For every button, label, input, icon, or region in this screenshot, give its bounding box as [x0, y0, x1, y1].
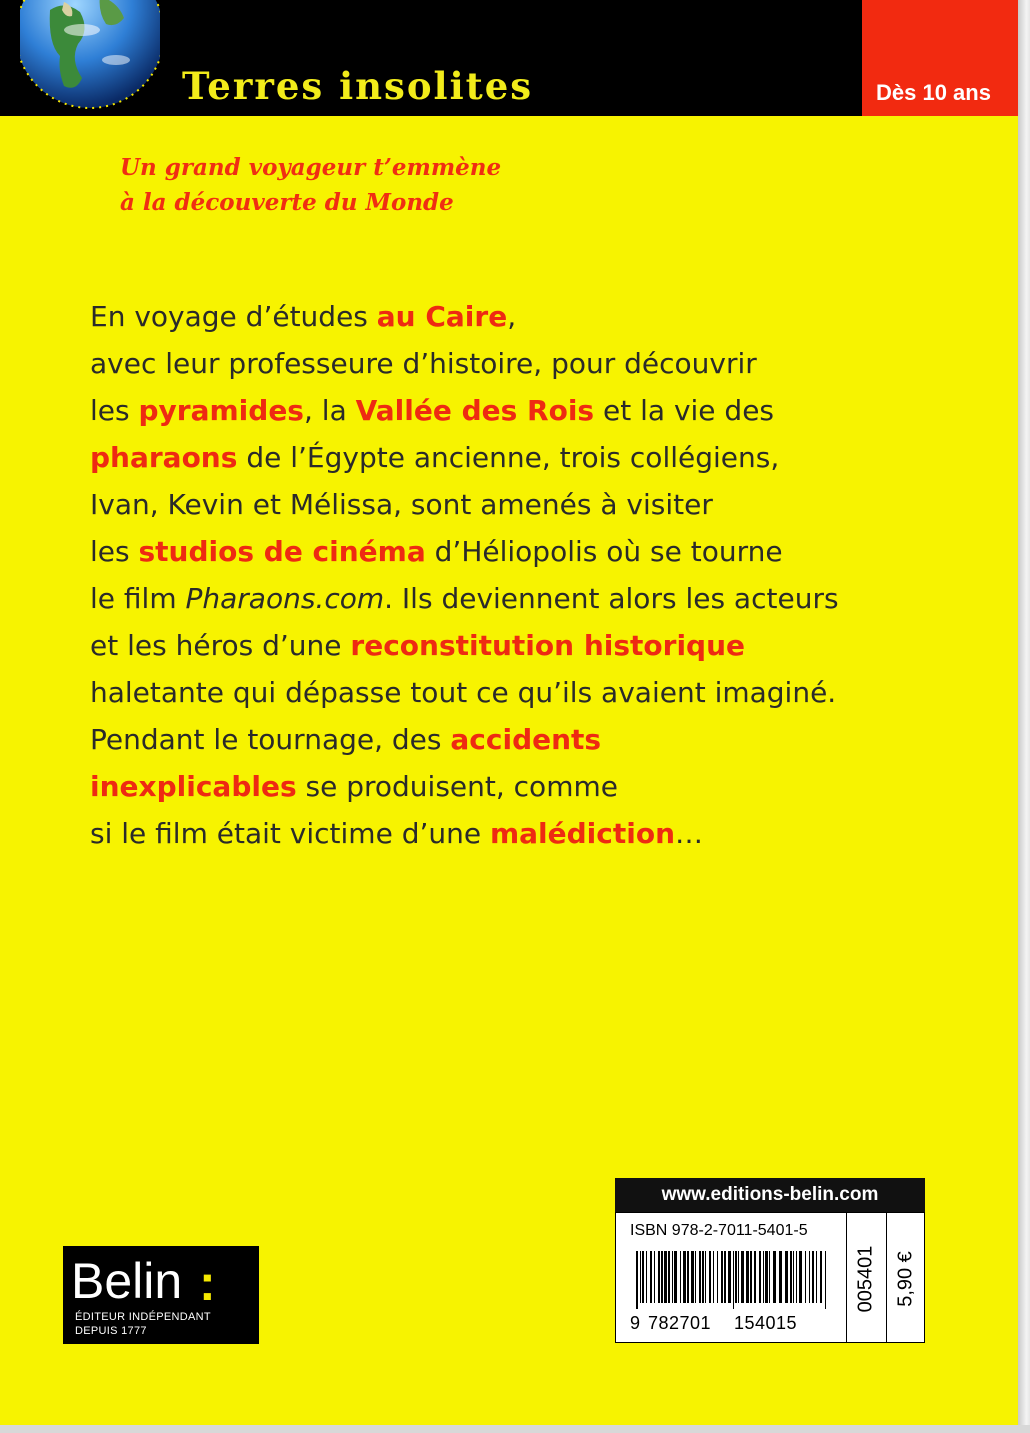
- publisher-subtitle-line-1: ÉDITEUR INDÉPENDANT: [75, 1311, 211, 1323]
- barcode-bar: [695, 1251, 696, 1303]
- blurb-text: de l’Égypte ancienne, trois collégiens,: [237, 441, 780, 474]
- barcode-bar: [640, 1251, 641, 1303]
- barcode-bar: [654, 1251, 655, 1303]
- blurb-line: [90, 387, 830, 434]
- series-title: Terres insolites: [182, 64, 534, 108]
- product-code: 005401: [854, 1245, 877, 1313]
- age-badge: [862, 0, 1018, 116]
- barcode-bar: [765, 1251, 768, 1303]
- barcode-bar: [793, 1251, 794, 1303]
- barcode-bar: [738, 1251, 739, 1303]
- blurb-text: avec leur professeure d’histoire, pour découvrir: [90, 347, 757, 380]
- barcode-bar: [816, 1251, 817, 1303]
- highlighted-term: accidents: [450, 723, 602, 756]
- barcode-bar: [825, 1251, 826, 1309]
- tagline-line-1: Un grand voyageur t’emmène: [120, 154, 502, 181]
- blurb-line: [90, 763, 830, 810]
- cover-edge: [1018, 0, 1030, 1433]
- blurb-paragraph: [90, 293, 839, 857]
- barcode-bar: [812, 1251, 814, 1303]
- barcode-bar: [746, 1251, 749, 1303]
- highlighted-term: malédiction: [489, 817, 676, 850]
- blurb-text: les: [90, 394, 139, 427]
- highlighted-term: au Caire: [376, 300, 508, 333]
- blurb-text: si le film était victime d’une: [90, 817, 490, 850]
- divider: [886, 1213, 887, 1343]
- barcode-bar: [687, 1251, 689, 1303]
- blurb-text: …: [675, 817, 704, 850]
- barcode-bar: [680, 1251, 681, 1303]
- barcode-bar: [721, 1251, 723, 1303]
- blurb-line: [90, 340, 830, 387]
- barcode-bar: [733, 1251, 734, 1309]
- highlighted-term: studios de cinéma: [138, 535, 426, 568]
- barcode-bar: [717, 1251, 718, 1303]
- blurb-line: [90, 575, 839, 622]
- barcode-bar: [661, 1251, 663, 1303]
- highlighted-term: Vallée des Rois: [355, 394, 595, 427]
- barcode-bar: [702, 1251, 704, 1303]
- barcode-bar: [785, 1251, 788, 1303]
- highlighted-term: reconstitution historique: [350, 629, 746, 662]
- barcode-bar: [636, 1251, 638, 1309]
- blurb-line: [90, 716, 830, 763]
- blurb-text: Ivan, Kevin et Mélissa, sont amenés à visiter: [90, 488, 713, 521]
- barcode-bar: [735, 1251, 737, 1303]
- barcode-bar: [646, 1251, 647, 1303]
- barcode-bar: [658, 1251, 660, 1303]
- blurb-line: [90, 293, 830, 340]
- barcode-bar: [769, 1251, 770, 1303]
- highlighted-term: pyramides: [138, 394, 304, 427]
- divider: [846, 1213, 847, 1343]
- highlighted-term: pharaons: [90, 441, 238, 474]
- barcode-bar: [664, 1251, 667, 1303]
- blurb-text: et la vie des: [594, 394, 775, 427]
- barcode-bars: [636, 1251, 826, 1309]
- blurb-text: les: [90, 535, 139, 568]
- ean-group-2: 154015: [734, 1313, 798, 1333]
- publisher-url: www.editions-belin.com: [615, 1178, 925, 1212]
- blurb-text: et les héros d’une: [90, 629, 351, 662]
- blurb-text: ,: [507, 300, 517, 333]
- blurb-line: [90, 810, 830, 857]
- blurb-line: [90, 669, 837, 716]
- tagline-line-2: à la découverte du Monde: [120, 189, 454, 216]
- blurb-line: [90, 528, 830, 575]
- barcode-bar: [820, 1251, 822, 1303]
- publisher-logo-colon: :: [199, 1255, 216, 1311]
- barcode-bar: [691, 1251, 694, 1303]
- barcode-bar: [754, 1251, 756, 1303]
- barcode-bar: [724, 1251, 726, 1303]
- blurb-line: [90, 481, 830, 528]
- barcode-bar: [642, 1251, 644, 1303]
- barcode-panel: [615, 1212, 925, 1343]
- tagline: [120, 150, 501, 220]
- barcode-bar: [741, 1251, 744, 1303]
- barcode-bar: [674, 1251, 677, 1303]
- blurb-text: se produisent, comme: [296, 770, 618, 803]
- blurb-text: , la: [303, 394, 356, 427]
- blurb-text: le film: [90, 582, 186, 615]
- barcode-bar: [790, 1251, 792, 1303]
- highlighted-term: inexplicables: [90, 770, 297, 803]
- blurb-text: d’Héliopolis où se tourne: [425, 535, 783, 568]
- film-title: Pharaons.com: [185, 582, 385, 615]
- barcode-bar: [796, 1251, 797, 1303]
- barcode-bar: [709, 1251, 711, 1303]
- barcode-bar: [809, 1251, 810, 1303]
- barcode-bar: [668, 1251, 670, 1303]
- publisher-logo: [63, 1246, 259, 1344]
- barcode-bar: [799, 1251, 802, 1303]
- cover-edge: [0, 1425, 1030, 1433]
- barcode-bar: [728, 1251, 731, 1303]
- barcode-bar: [672, 1251, 673, 1303]
- publisher-name: Belin: [71, 1253, 183, 1309]
- age-badge-label: Dès 10 ans: [876, 80, 991, 105]
- isbn-label: ISBN 978-2-7011-5401-5: [630, 1222, 808, 1239]
- publisher-subtitle-line-2: DEPUIS 1777: [75, 1325, 147, 1337]
- barcode-bar: [699, 1251, 701, 1303]
- earth-globe-icon: [20, 0, 160, 112]
- blurb-text: Pendant le tournage, des: [90, 723, 451, 756]
- ean-first-digit: 9: [630, 1313, 641, 1333]
- barcode-bar: [779, 1251, 782, 1303]
- barcode-bar: [759, 1251, 761, 1303]
- blurb-text: haletante qui dépasse tout ce qu’ils avaient imaginé.: [90, 676, 837, 709]
- blurb-text: En voyage d’études: [90, 300, 377, 333]
- barcode-bar: [713, 1251, 714, 1303]
- barcode-bar: [763, 1251, 764, 1303]
- barcode-bar: [805, 1251, 806, 1303]
- barcode-bar: [683, 1251, 686, 1303]
- barcode-bar: [750, 1251, 752, 1303]
- blurb-line: [90, 434, 830, 481]
- price-label: 5,90 €: [894, 1251, 917, 1307]
- barcode-bar: [773, 1251, 776, 1303]
- ean-group-1: 782701: [648, 1313, 712, 1333]
- barcode-bar: [650, 1251, 652, 1303]
- blurb-line: [90, 622, 830, 669]
- blurb-text: . Ils deviennent alors les acteurs: [384, 582, 839, 615]
- barcode-bar: [705, 1251, 706, 1303]
- publisher-subtitle: [75, 1310, 211, 1338]
